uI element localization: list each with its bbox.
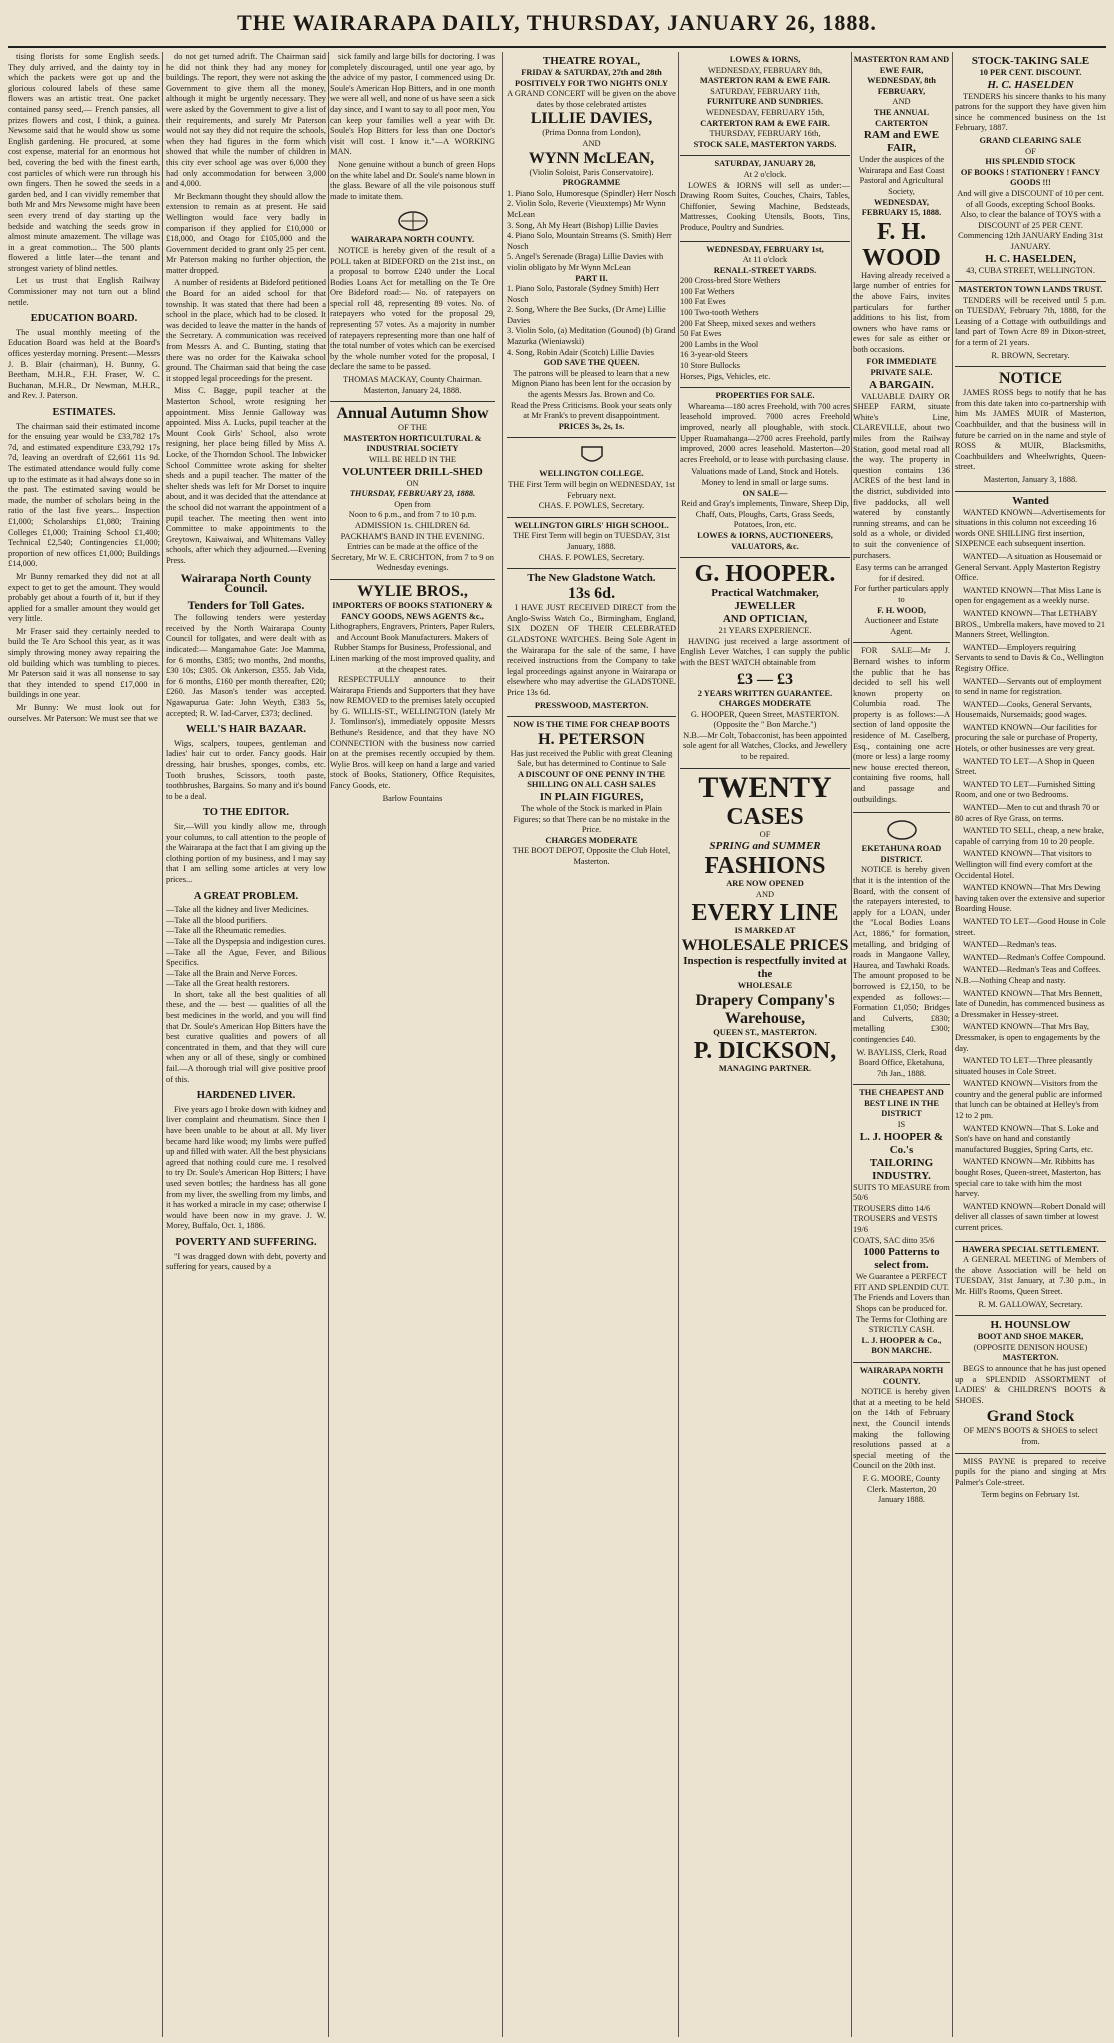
stock-item: 16 3-year-old Steers [680,350,748,360]
hounslow-text: BEGS to announce that he has just opened up a SPLENDID ASSORTMENT of LADIES' & CHILDREN'S BOOTS & SHOES. [955,1363,1106,1405]
wanted-item: WANTED—Redman's Teas and Coffees. N.B.—Nothing Cheap and nasty. [955,965,1101,985]
programme-item: 2. Violin Solo, Reverie (Vieuxtemps) Mr Wynn McLean [507,199,666,219]
term-begins: Term begins on February 1st. [981,1490,1080,1500]
wanted-item: WANTED—Redman's Coffee Compound. [963,952,1106,962]
wylie-body: RESPECTFULLY announce to their Wairarapa Friends and Supporters that they have now REMOVED to the premises lately occupied by G. WILLIS-ST., WELLINGTON (lately Mr J. Tomlinson's), immediately opposite Messrs Bethune's Residence, and that they have NO CONNECTION with the business now carried on at the premises recently occupied by them. Wylie Bros. will keep on hand a large and varied stock of Books, Stationery, Office Requisites, Fancy Goods, etc. [330,675,495,791]
cheapest-line: THE CHEAPEST AND BEST LINE IN THE DISTRICT [859,1088,944,1119]
show-title: Annual Autumn Show [336,405,489,423]
plain-figures: IN PLAIN FIGURES, [539,791,644,804]
every-line: EVERY LINE [691,900,839,927]
bazaar-heading: WELL'S HAIR BAZAAR. [186,724,306,736]
fraser-text: Mr Fraser said they certainly needed to build the Te Aro School this year, as it was simply throwing money away repairing the old building which was tumbling to pieces. Mr Paterson said it was all nonsense to say that they intended to spend £17,000 in buildings in one year. [8,626,160,700]
fair-text: Under the auspices of the Wairarapa and East Coast Pastoral and Agricultural Society, [858,155,945,196]
masthead [0,0,1114,50]
column-4 [507,52,676,2037]
lowes-sign: LOWES & IORNS, AUCTIONEERS, VALUATORS, &c. [697,530,833,551]
wylie-text: Lithographers, Engravers, Printers, Paper Rulers, and Account Book Manufacturers. Makers of Rubber Stamps for Business, Professional, and Linen marking of the most improved quality, and at the cheapest rates. [330,622,495,674]
properties-heading: PROPERTIES FOR SALE. [715,391,815,401]
eketahuna-sign: W. BAYLISS, Clerk, Road Board Office, Eketahuna, 7th Jan., 1888. [856,1047,947,1078]
hooper-text: HAVING just received a large assortment of English Lever Watches, I can supply the public with the BEST WATCH obtainable from [680,636,850,667]
lj-hooper: L. J. HOOPER & Co.'s [859,1130,944,1156]
fair-date: WEDNESDAY, 8th FEBRUARY, [867,76,936,96]
column-3 [330,52,495,2037]
wylie-title: WYLIE BROS., [357,582,468,600]
hounslow-opposite: (OPPOSITE DENISON HOUSE) [973,1342,1088,1352]
friends-text: The Friends and Lovers than Shops can be produced for. [853,1293,950,1313]
wylie-end: Barlow Fountains [382,793,443,803]
stock-item: 200 Cross-bred Store Wethers [680,276,781,286]
lowes-title: LOWES & IORNS, [729,55,801,64]
hawera-ad [955,1242,1106,1317]
notice-heading: NOTICE [998,370,1063,388]
fashions-title: FASHIONS [704,853,826,880]
boot-address: THE BOOT DEPOT, Opposite the Club Hotel, Masterton. [512,846,671,867]
watch-sign: PRESSWOOD, MASTERTON. [534,700,649,710]
toys-discount: Also, to clear the balance of TOYS with a DISCOUNT of 25 PER CENT. [960,210,1101,230]
tailoring-ad [853,1085,950,1363]
notice-text: JAMES ROSS begs to notify that he has from this date taken into co-partnership with him Ms JAMES MUIR of Masterton, Coachbuilder, and that the business will in future be carried on in the name and style of ROSS & MUIR, Blacksmiths, Coachbuilders and Wheelwrights, Queen-street. [955,388,1106,472]
education-text: The usual monthly meeting of the Education Board was held at the Board's offices yesterday morning. Present:—Messrs J. B. Blair (chairman), H. Bunny, G. Beetham, M.H.R., F.H. Fraser, W. C. Buchanan, M.H.R., Dr Newman, M.H.R., and Rev. J. Paterson. [8,327,160,401]
cases-title: CASES [726,803,804,830]
price-item: TROUSERS ditto 14/6 [853,1203,931,1213]
programme-item: 1. Piano Solo, Pastorale (Sydney Smith) Herr Nosch [507,284,660,304]
problem-item: —Take all the Brain and Nerve Forces. [166,968,298,978]
fair-and: AND [892,97,911,107]
bazaar-text: Wigs, scalpers, toupees, gentleman and ladies' hair cut to order. Fancy goods. Hair dressing, hair brushes, sponges, combs, etc. Tooth brushes, Scissors, tooth paste, toothbrushes, Bargains. So many and it's bound to be a deal. [166,738,326,801]
lowes-stock-ad [680,242,850,389]
splendid-stock: HIS SPLENDID STOCK [985,157,1076,167]
girls-text: THE First Term will begin on TUESDAY, 31st January, 1888. [513,531,670,551]
programme-item: 2. Song, Where the Bee Sucks, (Dr Arne) Lillie Davies [507,305,666,325]
tenders-heading: Tenders for Toll Gates. [187,597,305,612]
wanted-item: WANTED KNOWN—That Miss Lane is open for engagement as a weekly nurse. [955,585,1102,606]
wanted-item: WANTED KNOWN—Our facilities for procuring the sale or purchase of Property, Hotels, or other businesses are very great. [955,722,1098,754]
article-paragraph: Mr Beckmann thought they should allow the extension to remain as at present. He said Wellington would face very badly in comparison if they applied for £10,000 or £18,000, and Otago for £105,000 and the Government decided to grant only 25 per cent. Mr Paterson making no further objection, the matter dropped. [166,191,326,275]
renall-yards: RENALL-STREET YARDS. [713,265,817,275]
article-paragraph: Miss C. Bagge, pupil teacher at the Masterton School, wrote resigning her appointment. Miss Jennie Galloway was appointed. Miss A. Lucks, pupil teacher at the Mount Cook Girls' School, also wrote resigning, her place being filled by Miss A. Locke, of the Thorndon School. The Inbwicker School Committee wrote asking for shelter sheds and a pupil teacher. The matter of the shelter sheds was left for Mr Dorset to inquire about, and it was decided that the attendance at the school did not warrant the appointment of a pupil teacher. The meeting then went into Committee to make appointments to the Greytown, Kaiwaiwai, and Whitemans Valley schools, after which they adjourned.—Evening Press. [166,386,326,565]
problem-heading: A GREAT PROBLEM. [193,890,299,902]
peterson-name: H. PETERSON [538,730,645,748]
show-date: THURSDAY, FEBRUARY 23, 1888. [349,489,476,499]
show-venue: VOLUNTEER DRILL-SHED [342,465,483,478]
column-rule [328,52,329,2037]
hooper-charges: CHARGES MODERATE [718,699,812,709]
college-sign: CHAS. F. POWLES, Secretary. [538,501,645,511]
wanted-item: WANTED TO LET—Good House in Cole street. [955,916,1106,937]
show-on: ON [406,478,419,488]
problem-item: —Take all the Great health restorers. [166,979,290,989]
wanted-item: WANTED—Redman's teas. [963,940,1057,950]
wanted-intro: WANTED KNOWN—Advertisements for situations in this column not exceeding 16 words ONE SHILLING first insertion, SIXPENCE each subsequent insertion. [955,507,1106,549]
townlands-sign: R. BROWN, Secretary. [991,350,1070,360]
story-text: tising florists for some English seeds. They duly arrived, and the dainty toy in which the packets were got up and the glorious coloured labels of these same flowers was an artistic treat. One packet contained pansy seed,— French pansies, all prizes flowers and cost, I think, a guinea. Newsome said that he would show us some English gardening. He procured, at some cost expense, material for an enormous hot bed, covering the bed with the finest earth, cost particles of which were run through his own fingers. Then he sowed the seeds in a garden bed, and I can vividly remember that both Mr and Mrs Newsome might have been seen every trend of day starting up the bedside and watching the seeds grow in almost minute amazement. The village was in a great commotion... The 500 plants flowered a little later—the tenant and strongest variety of blind nettles. [8,52,160,273]
girls-school-ad [507,518,676,569]
wood-name: F. H. WOOD [862,218,941,271]
poverty-heading: POVERTY AND SUFFERING. [175,1236,317,1248]
haselden-text: TENDERS his sincere thanks to his many patrons for the support they have given him since he commenced business on the 1st February, 1887. [955,91,1106,133]
estimates-heading: ESTIMATES. [52,407,116,418]
hooper-watch-ad [680,558,850,769]
article-paragraph: None genuine without a bunch of green Hops on the white label and Dr. Soule's name blown in the glass. Beware of all the vile poisonous stuff made to imitate them. [330,159,495,201]
commencing: Commencing 12th JANUARY Ending 31st JANUARY. [958,231,1103,251]
haselden-name-2: H. C. HASELDEN, [985,252,1076,265]
opened-text: ARE NOW OPENED [726,879,804,889]
lowes-sat-date: SATURDAY, JANUARY 28, [714,159,816,169]
autumn-show-ad [330,402,495,580]
problem-item: —Take all the blood purifiers. [166,915,268,925]
discount-text: And will give a DISCOUNT of 10 per cent. of all Goods, excepting School Books. [957,188,1104,209]
wanted-item: WANTED—Men to cut and thrash 70 or 80 acres of Rye Grass, on terms. [955,803,1100,823]
watch-text: I HAVE JUST RECEIVED DIRECT from the Anglo-Swiss Watch Co., Birmingham, England, SIX DOZEN OF THEIR CELEBRATED GLADSTONE WATCHES. Being Sole Agent in the Wairarapa for the sale of the same, I have received instructions from the Company to take legal proceedings against anyone in Wairarapa or elsewhere who may advertise the GLADSTONE. Price 13s 6d. [507,603,676,697]
fashions-ad [680,769,850,1080]
stocktaking-discount: 10 PER CENT. DISCOUNT. [979,68,1082,77]
wanted-item: WANTED TO LET—Furnished Sitting Room, and one or two Bedrooms. [955,779,1096,800]
programme-heading: PROGRAMME [562,178,621,188]
wanted-item: WANTED KNOWN—Mr. Ribbitts has bought Roses, Queen-street, Masterton, has special care to take with him the most harvey. [955,1157,1101,1199]
dickson-name: P. DICKSON, [693,1038,837,1065]
girls-heading: WELLINGTON GIRLS' HIGH SCHOOL. [514,520,669,530]
column-rule [678,52,679,2037]
fair-title: RAM and EWE FAIR, [863,129,940,155]
column-rule [162,52,163,2037]
performer-2: WYNN McLEAN, [528,149,655,167]
tenders-text: The following tenders were yesterday received by the North Wairarapa County Council for tollgates, and were dealt with as indicated:— Mangamahoe Gate: Joe Mamma, for 6 months, £385; two months, 2nd months, £30 10s; £305. Ok Ankerson, £355. Jab Vida, for 6 months, £160 per month thereafter, £20; £260. Jas Mason's tender was accepted. Ngawapurua Gate: John Weyth, £383 5s, accepted; R. W. Iad-Carver, £373; declined. [166,613,326,718]
hooper-experience: 21 YEARS EXPERIENCE. [718,626,812,636]
wanted-column [955,492,1106,1242]
lowes-furniture-ad [680,156,850,241]
hawera-heading: HAWERA SPECIAL SETTLEMENT. [962,1244,1099,1254]
lowes-calendar-ad [680,52,850,156]
wylie-ad [330,580,495,809]
problem-item: —Take all the Rheumatic remedies. [166,926,287,936]
column-rule [502,52,503,2037]
discount-text: A DISCOUNT OF ONE PENNY IN THE SHILLING ON ALL CASH SALES [517,769,666,790]
hooper-trade-3: AND OPTICIAN, [722,613,808,626]
stocktaking-ad [955,52,1106,282]
performer-2-note: (Violin Soloist, Paris Conservatoire). [529,167,654,177]
column-7 [955,52,1106,2037]
peterson-text: Has just received the Public with great Cleaning Sale, but has determined to Continue to Sale [510,748,673,769]
theatre-positively: POSITIVELY FOR TWO NIGHTS ONLY [515,78,668,88]
books-stationery: OF BOOKS ! STATIONERY ! FANCY GOODS !!! [960,167,1101,188]
problem-text: In short, take all the best qualities of all these, and the — best — qualities of all the best medicines in the world, and you will find that Dr. Soule's American Hop Bitters have the best curative qualities and powers of all concentrated in them, and that they will cure when any or all of these, singly or combined fail.—A thorough trial will give positive proof of this. [166,989,326,1084]
valuations-text: Valuations made of Land, Stock and Hotels. [691,467,839,477]
county-notice [330,204,495,402]
theatre-doors: Read the Press Criticisms. Book your seats only at Mr Frank's to prevent disappointment. [511,400,672,421]
problem-item: —Take all the Ague, Fever, and Bilious Specifics. [166,947,326,968]
theatre-ad [507,52,676,438]
easy-terms: Easy terms can be arranged for if desired. [855,563,948,583]
of-text: OF [759,829,771,839]
lowes-date: SATURDAY, FEBRUARY 11th, [710,86,820,96]
crest-icon [393,210,433,232]
lowes-place: CARTERTON RAM & EWE FAIR. [700,118,830,128]
drapery-company: Drapery Company's [695,991,835,1009]
grand-stock: Grand Stock [986,1408,1075,1426]
county-sign: THOMAS MACKAY, County Chairman. Masterton, January 24, 1888. [343,375,482,395]
stock-item: 10 Store Bullocks [680,361,741,371]
stock-item: 200 Fat Sheep, mixed sexes and wethers [680,318,816,328]
partnership-notice [955,367,1106,491]
programme-item: 3. Song, Ah My Heart (Bishop) Lillie Davies [507,220,658,230]
patterns: 1000 Patterns to select from. [863,1246,940,1272]
stock-item: 50 Fat Ewes [680,329,722,339]
haselden-name: H. C. HASELDEN [987,78,1074,91]
lowes-place: FURNITURE AND SUNDRIES. [706,97,824,107]
plain-text: The whole of the Stock is marked in Plain Figures; so that There can be no mistake in the Price. [513,804,670,835]
wanted-item: WANTED KNOWN—Visitors from the country and the general public are informed that lunch can be obtained at Helley's from 12 to 2 pm. [955,1079,1102,1121]
notice-date: Masterton, January 3, 1888. [983,475,1078,484]
theatre-concert: A GRAND CONCERT will be given on the above dates by those celebrated artistes [507,89,676,109]
show-band: PACKHAM'S BAND IN THE EVENING. [340,531,485,541]
hardened-text: Five years ago I broke down with kidney and liver complaint and rheumatism. Since then I have been unable to be about at all. My liver became hard like wood; my limbs were puffed up and filled with water. All the best physicians agreed that nothing could cure me. I resolved to try Dr. Soule's American Hop Bitters; I have used seven bottles; the hardness has all gone from my liver, the swelling from my limbs, and it has worked a miracle in my case; otherwise I would have been now in my grave. J. W. Morey, Buffalo, Oct. 1, 1886. [166,1104,326,1231]
lowes-date: THURSDAY, FEBRUARY 16th, [709,129,821,139]
hawera-text: A GENERAL MEETING of Members of the above Association will be held on TUESDAY, 31st January, at 7.30 p.m., in Mr. Hill's Rooms, Queen Street. [955,1255,1106,1296]
performer-1: LILLIE DAVIES, [530,110,653,128]
of-text: OF [1025,146,1036,156]
council-heading: Wairarapa North County Council. [180,570,312,596]
college-ad [507,438,676,517]
show-hours: Noon to 6 p.m., and from 7 to 10 p.m. [348,510,477,520]
private-sale: FOR IMMEDIATE PRIVATE SALE. [866,357,937,378]
column-2 [166,52,326,2037]
college-text: THE First Term will begin on WEDNESDAY, 1st February next. [508,480,675,500]
county-text-2: NOTICE is hereby given that at a meeting to be held on the 14th of February next, the Council intends making the following resolutions passed at a special meeting of the Council on the 20th inst. [853,1387,950,1471]
theatre-title: THEATRE ROYAL, [542,55,641,67]
lowes-place: MASTERTON RAM & EWE FAIR. [699,76,831,86]
bargain: A BARGAIN. [869,378,934,391]
wholesale-prices: WHOLESALE PRICES [681,937,849,955]
column-6 [853,52,950,2037]
eketahuna-text: NOTICE is hereby given that it is the intention of the Board, with the consent of the ratepayers interested, to apply for a LOAN, under the "Local Bodies Loans Act, 1886," for formation, metalling, and bridging of roads in Mangaone Valley, Haurea, and Tawhaki Roads. The amount proposed to be borrowed is £2,150, to be expended as follows:—Formation £1,050; Bridges and Culverts, £830; metalling £300; contingencies £40. [853,865,950,1044]
county-sign-2: F. G. MOORE, County Clerk. Masterton, 20 January 1888. [862,1473,941,1505]
column-5 [680,52,850,2037]
stock-item: 100 Fat Ewes [680,297,726,307]
watch-title: The New Gladstone Watch. [527,572,656,585]
hooper-warranty: 2 YEARS WRITTEN GUARANTEE. [697,688,833,698]
crest-icon [882,819,922,841]
wanted-item: WANTED KNOWN—Robert Donald will deliver all classes of sawn timber at lowest current prices. [955,1201,1106,1232]
hounslow-trade: BOOT AND SHOE MAKER, [977,1332,1084,1342]
hooper-note: N.B.—Mr Colt, Tobacconist, has been appointed sole agent for all Watches, Clocks, and Jewellery to be repaired. [682,730,848,762]
inspection-text: Inspection is respectfully invited at the [683,955,847,981]
county-notice-2 [853,1363,950,1511]
particulars: For further particulars apply to [854,584,949,604]
problem-item: —Take all the kidney and liver Medicines. [166,905,309,915]
for-sale-ad [853,643,950,813]
stock-item: 100 Two-tooth Wethers [680,308,759,318]
cash-terms: The Terms for Clothing are STRICTLY CASH. [855,1314,948,1335]
article-paragraph: A number of residents at Bideford petitioned the Board for an aided school for that township. It was stated that there had been a school in the place, which had to be closed. It was decided to leave the matter in the hands of the Secretary. A communication was received from Messrs A. and C. Bunting, stating that there was no order for the Kaiwaka school ground. The Chairman said that being the case it stopped legal proceedings for the present. [166,278,326,383]
hawera-sign: R. M. GALLOWAY, Secretary. [978,1299,1083,1309]
wanted-heading: Wanted [1012,494,1049,507]
wanted-item: WANTED KNOWN—That S. Loke and Son's have on hand and constantly manufactured Buggies, Spring Carts, etc. [955,1123,1099,1154]
lowes-sat-text: LOWES & IORNS will sell as under:— Drawing Room Suites, Couches, Chairs, Tables, Chiffonier, Sewing Machine, Bedsteads, Mattresses, Cooking Utensils, Boots, Tins, Produce, Poultry and Sundries. [680,180,850,232]
is-text: IS [897,1120,906,1130]
grand-clearing: GRAND CLEARING SALE [979,135,1082,145]
theatre-dates: FRIDAY & SATURDAY, 27th and 28th [521,68,662,77]
lowes-date: WEDNESDAY, FEBRUARY 8th, [707,65,823,75]
tailoring: TAILORING INDUSTRY. [869,1156,934,1182]
onsale-text: Reid and Gray's implements, Tinware, Sheep Dip, Chaff, Oats, Ploughs, Carts, Grass Seeds, Potatoes, Iron, etc. [681,499,849,530]
masthead-rule [8,46,1106,48]
hooper-address: G. HOOPER, Queen Street, MASTERTON. [690,709,840,719]
story-end: Let us trust that English Railway Commissioner may not turn out a blind nettle. [8,276,160,307]
wanted-item: WANTED KNOWN—That Mrs Bennett, late of Dunedin, has commenced business as a Dressmaker in Hessey-street. [955,988,1105,1019]
guarantee: We Guarantee a PERFECT FIT AND SPLENDID CUT. [853,1272,950,1292]
editor-text: Sir,—Will you kindly allow me, through your columns, to call attention to the people of the Wairarapa at the fact that I am giving up the clothing portion of my business, and I may say that I am selling some articles at very low prices... [166,821,326,884]
county-heading: WAIRARAPA NORTH COUNTY. [350,235,475,245]
hooper-opposite: (Opposite the " Bon Marche.") [713,720,817,730]
county-text: NOTICE is hereby given of the result of a POLL taken at BIDEFORD on the 21st inst., on a proposal to borrow £240 under the Local Bodies Loans Act for metalling on the Te Ore Ore Bideford road:— No. of ratepayers on special roll 48, representing 89 votes. No. of ratepayers who voted for the proposal 29, representing 57 votes. As a majority in number of ratepayers representing more than one half of the total number of votes which can be exercised by the whole number voted for the proposal, I declare the same to be passed. [330,245,495,372]
show-admission: ADMISSION 1s. CHILDREN 6d. [354,520,471,530]
wanted-item: WANTED TO SELL, cheap, a new brake, capable of carrying from 10 to 20 people. [955,826,1104,846]
programme-item: 4. Piano Solo, Mountain Streams (S. Smith) Herr Nosch [507,231,672,251]
townlands-text: TENDERS will be received until 5 p.m. on TUESDAY, February 7th, 1888, for the Leasing of a Cottage with outbuildings and land part of Town Acre 89 in Dixon-street, for a term of 21 years. [955,295,1106,348]
wanted-item: WANTED—Cooks, General Servants, Housemaids, Nursemaids; good wages. [955,699,1092,720]
bargain-text: VALUABLE DAIRY OR SHEEP FARM, situate White's Line, CLAREVILLE, about two miles from the Railway Station, good metal road all the way. The property in question contains 136 ACRES of the best land in the district, subdivided into five paddocks, all well watered by constantly running streams, and can be sold as a whole, or divided to suit the convenience of purchasers. [853,391,950,560]
for-sale-text: FOR SALE—Mr J. Bernard wishes to inform the public that he has decided to sell his well known property on Columbia road. The property is as follows:—A section of land opposite the residence of M. Caselberg, Esq., containing one acre (more or less) a large roomy new house erected thereon, containing five rooms, hall and passage and outbuildings. [853,646,950,804]
eketahuna-heading: EKETAHUNA ROAD DISTRICT. [861,844,942,864]
wood-text: Having already received a large number of entries for the above Fairs, invites particulars for further additions to his list, from owners who have rams or ewes for sale as either or both occasions. [853,270,950,354]
lj-sign: L. J. HOOPER & Co., BON MARCHE. [861,1335,942,1356]
wanted-item: WANTED TO LET—A Shop in Queen Street. [955,756,1095,777]
part-2-heading: PART II. [575,273,608,283]
townlands-heading: MASTERTON TOWN LANDS TRUST. [958,285,1103,295]
onsale-heading: ON SALE— [742,488,788,498]
marked-at: IS MARKED AT [734,926,796,936]
hooper-name: G. HOOPER. [694,561,836,588]
lowes-sat-time: At 2 o'clock. [743,169,787,179]
programme-item: 1. Piano Solo, Humoresque (Spindler) Herr Nosch [507,188,676,198]
townlands-ad [955,282,1106,367]
drapery-wholesale: WHOLESALE [737,981,793,991]
show-open: Open from [394,499,431,509]
hounslow-ad [955,1316,1106,1453]
programme-item: 5. Angel's Serenade (Braga) Lillie Davies with violin obligato by Mr Wynn McLean [507,252,664,272]
wanted-item: WANTED TO LET—Three pleasantly situated houses in Cole Street. [955,1056,1093,1076]
wood-sign: F. H. WOOD, [877,605,926,615]
dickson-title: MANAGING PARTNER. [718,1064,812,1074]
show-entries: Entries can be made at the office of the Secretary, Mr W. E. CRICHTON, from 7 to 9 on Wednesday evenings. [331,542,494,573]
charges-moderate: CHARGES MODERATE [545,835,638,845]
crest-icon [572,444,612,466]
watch-price: 13s 6d. [567,585,616,603]
theatre-prices: PRICES 3s, 2s, 1s. [558,421,625,431]
hounslow-name: H. HOUNSLOW [990,1319,1071,1332]
college-heading: WELLINGTON COLLEGE. [539,469,644,479]
masthead-title: THE WAIRARAPA DAILY, THURSDAY, JANUARY 26, 1888. [237,10,877,35]
fair-date-2: WEDNESDAY, FEBRUARY 15, 1888. [861,197,942,218]
wood-role: Auctioneer and Estate Agent. [864,616,939,636]
county-heading-2: WAIRARAPA NORTH COUNTY. [859,1365,944,1386]
wanted-item: WANTED—Employers requiring Servants to send to Davis & Co., Wellington Registry Office. [955,642,1104,673]
properties-ad [680,388,850,558]
lowes-date: WEDNESDAY, FEBRUARY 15th, [705,107,825,117]
show-of: OF THE [398,423,427,433]
warehouse: Warehouse, [724,1009,806,1027]
performer-1-note: (Prima Donna from London), [542,128,641,138]
column-rule [952,52,953,2037]
fair-heading: MASTERTON RAM AND EWE FAIR, [853,55,950,75]
column-rule [851,52,852,2037]
price-item: COATS, SAC ditto 35/6 [853,1235,935,1245]
queen-street: QUEEN ST., MASTERTON. [713,1027,817,1037]
theatre-note: The patrons will be pleased to learn that a new Mignon Piano has been lent for the occasion by the agents Messrs Jas. Brown and Co. [511,368,672,400]
wanted-item: WANTED KNOWN—That LETHABY BROS., Umbrella makers, have moved to 21 Manners Street, Wellington. [955,608,1106,640]
estimates-text: The chairman said their estimated income for the ensuing year would be £33,782 17s 7d, and estimated expenditure £33,792 17s 7d, leaving an overdraft of £2,661 11s 9d. The estimated attendance would fully come up to the estimate as it had always done so in the past. The estimated saving would be made, the number of scholars being in the ratio of the last five years... Inspection £1,000; Scholarships £1,080; Training Colleges £1,000; Training School £1,400; Technical £2,540; Contingencies £1,000; proportion of new offices £1,000; Buildings £14,000. [8,421,160,569]
boots-ad [507,717,676,873]
hooper-trade-2: JEWELLER [734,600,796,613]
twenty-title: TWENTY [698,770,832,804]
education-board-heading: EDUCATION BOARD. [30,313,138,325]
wanted-item: WANTED KNOWN—That Mrs Bay, Dressmaker, is open to engagements by the day. [955,1022,1101,1053]
hooper-trade: Practical Watchmaker, [711,587,819,600]
payne-text: MISS PAYNE is prepared to receive pupils for the piano and singing at Mrs Palmer's Cole-street. [955,1456,1106,1487]
article-paragraph: do not get turned adrift. The Chairman said he did not think they had any money for buildings. The report, they were not asking the Government to give them all the money, although it might be urgently necessary. They were asked by the Government to give a list of their requirements, and surely Mr Paterson would not say they did not require the schools, when they had figures in the form which showed that while the number of children in this city ever school age was over 6,000 they had only accommodation for between 3,000 and 4,000. [166,52,326,189]
stock-item: 200 Lambs in the Wool [680,339,759,349]
fair-carterton: THE ANNUAL CARTERTON [873,107,930,128]
payne-ad [955,1454,1106,1506]
loans-text: Money to lend in small or large sums. [701,477,829,487]
stock-item: 100 Fat Wethers [680,286,735,296]
programme-item: 4. Song, Robin Adair (Scotch) Lillie Davies [507,347,655,357]
spring-summer: SPRING and SUMMER [709,840,821,853]
wanted-item: WANTED—Servants out of employment to send in name for registration. [955,676,1102,697]
editor-heading: TO THE EDITOR. [202,807,290,819]
price-item: SUITS TO MEASURE from 50/6 [853,1182,950,1203]
cheap-heading: NOW IS THE TIME FOR CHEAP BOOTS [513,720,670,730]
lowes-wed-time: At 11 o'clock [742,255,788,265]
hounslow-place: MASTERTON. [1002,1353,1059,1363]
show-held: WILL BE HELD IN THE [369,455,456,464]
article-paragraph: sick family and large bills for doctoring. I was completely discouraged, until one year ago, by the advice of my pastor, I commenced using Dr. Soule's American Hop Bitters, and in one month we were all well, and none of us have seen a sick day since, and I want to say to all poor men, You can keep your families well a year with Dr. Soule's Hop Bitters for less than one Doctor's visit will cost. I know it."—A WORKING MAN. [330,52,495,157]
anthem: GOD SAVE THE QUEEN. [543,358,640,368]
lowes-place: STOCK SALE, MASTERTON YARDS. [693,139,837,149]
lowes-wed-date: WEDNESDAY, FEBRUARY 1st, [706,244,824,254]
and-text: AND [582,138,601,148]
properties-text: Whareama—180 acres Freehold, with 700 acres leasehold improved. 7000 acres Freehold improved, nearly all ploughable, with stock. Upper Ruamahanga—2700 acres Freehold, partly improved, 2000 acres leasehold. Masterton—20 acres Freehold, or to lease with purchasing clause. [680,401,850,464]
ram-fair-ad [853,52,950,643]
buildings-text: Mr Bunny remarked they did not at all expect to get to get the amount. They would probably get about a fourth of it, but if they applied for a smaller amount they would get very little. [8,571,160,624]
programme-item: 3. Violin Solo, (a) Meditation (Gounod) (b) Grand Mazurka (Wieniawski) [507,326,676,347]
hardened-heading: HARDENED LIVER. [196,1090,296,1102]
mens-boots: OF MEN'S BOOTS & SHOES to select from. [963,1426,1098,1446]
wanted-item: WANTED KNOWN—That Mrs Dewing having taken over the extensive and superior Boarding House. [955,883,1105,914]
cuba-street: 43, CUBA STREET, WELLINGTON. [966,265,1095,275]
hooper-price: £3 — £3 [737,670,793,688]
end-text: Mr Bunny: We must look out for ourselves. Mr Paterson: We must see that we [8,703,160,723]
column-1 [8,52,160,2037]
wanted-item: WANTED—A situation as Housemaid or General Servant. Apply Masterton Registry Office. [955,551,1102,583]
and-text: AND [755,889,775,899]
stock-item: Horses, Pigs, Vehicles, etc. [680,371,771,381]
poverty-text: "I was dragged down with debt, poverty and suffering for years, caused by a [166,1251,326,1272]
watch-ad [507,569,676,717]
girls-sign: CHAS. F. POWLES, Secretary. [538,552,645,562]
stocktaking-title: STOCK-TAKING SALE [971,55,1090,67]
wanted-item: WANTED KNOWN—That visitors to Wellington will find every comfort at the Occidental Hotel. [955,849,1093,880]
eketahuna-ad [853,813,950,1085]
wylie-sub: IMPORTERS OF BOOKS STATIONERY & FANCY GOODS, NEWS AGENTS &c., [332,600,493,621]
price-item: TROUSERS and VESTS 19/6 [853,1214,938,1235]
problem-item: —Take all the Dyspepsia and indigestion cures. [166,936,326,946]
show-society: MASTERTON HORTICULTURAL & INDUSTRIAL SOCIETY [343,433,482,454]
